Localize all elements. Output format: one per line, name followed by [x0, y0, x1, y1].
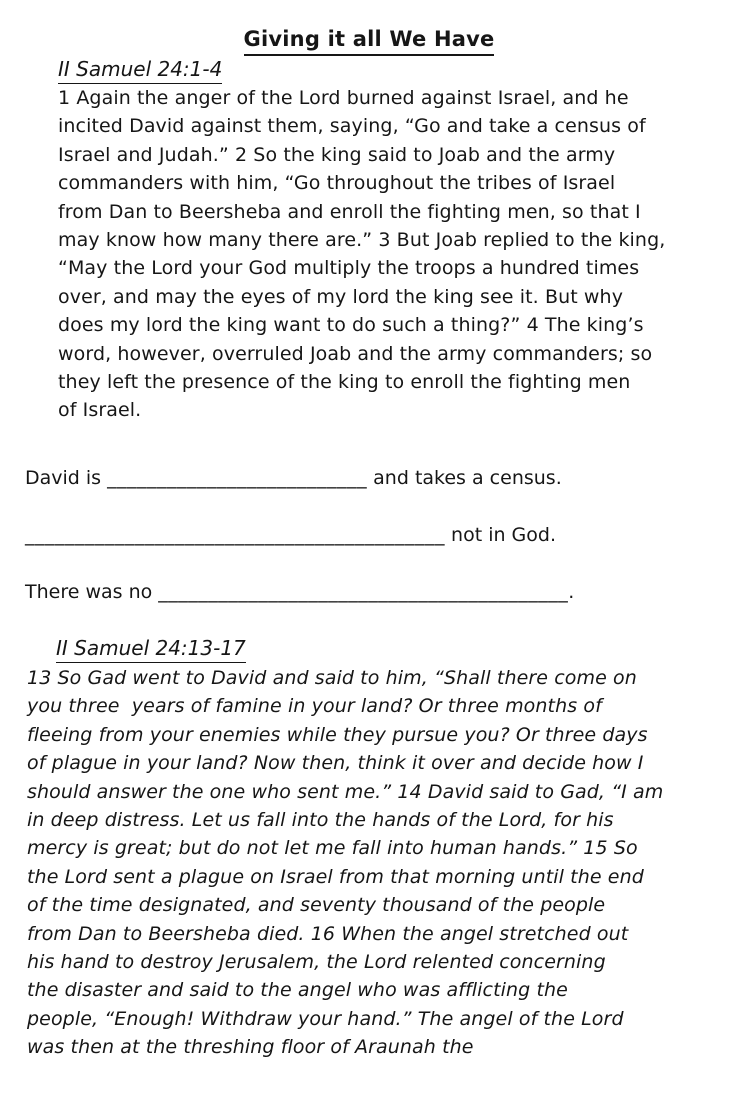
passage-text-1 — [58, 84, 713, 425]
passage-line: does my lord the king want to do such a thing?” 4 The king’s — [58, 314, 644, 337]
passage-line: you three years of famine in your land? Or three months of — [27, 695, 602, 718]
passage-heading-2 — [56, 635, 713, 663]
fill-in-line-2 — [25, 521, 713, 549]
passage-line: from Dan to Beersheba died. 16 When the angel stretched out — [27, 922, 629, 945]
passage-line: the Lord sent a plague on Israel from that morning until the end — [27, 865, 644, 888]
passage-line: in deep distress. Let us fall into the hands of the Lord, for his — [27, 808, 614, 831]
passage-line: his hand to destroy Jerusalem, the Lord relented concerning — [27, 950, 606, 973]
fill-in-line-1 — [25, 464, 713, 492]
passage-line: may know how many there are.” 3 But Joab replied to the king, — [58, 229, 666, 252]
page-title: Giving it all We Have — [244, 26, 495, 56]
fill-in-blank: __________________________ — [107, 466, 368, 489]
passage-line: mercy is great; but do not let me fall into human hands.” 15 So — [27, 837, 638, 860]
passage-heading-1 — [58, 56, 713, 84]
scripture-section-2 — [25, 635, 713, 1062]
fill-in-blank: _________________________________________ — [158, 580, 569, 603]
passage-line: fleeing from your enemies while they pursue you? Or three days — [27, 723, 648, 746]
passage-line: 1 Again the anger of the Lord burned against Israel, and he — [58, 87, 629, 109]
passage-line: they left the presence of the king to enroll the fighting men — [58, 371, 631, 394]
fill-in-suffix: not in God. — [445, 523, 557, 546]
passage-line: was then at the threshing floor of Araunah the — [27, 1036, 474, 1059]
passage-line: incited David against them, saying, “Go and take a census of — [58, 115, 646, 138]
passage-reference-2: II Samuel 24:13-17 — [56, 635, 246, 663]
fill-in-section — [25, 464, 713, 606]
passage-line: of Israel. — [58, 399, 142, 422]
passage-line: Israel and Judah.” 2 So the king said to Joab and the army — [58, 143, 616, 166]
passage-line: “May the Lord your God multiply the troops a hundred times — [58, 257, 640, 280]
passage-line: over, and may the eyes of my lord the king see it. But why — [58, 285, 624, 308]
fill-in-suffix: . — [568, 580, 575, 603]
title-row — [25, 26, 713, 54]
passage-line: from Dan to Beersheba and enroll the fighting men, so that I — [58, 200, 641, 223]
passage-line: the disaster and said to the angel who was afflicting the — [27, 979, 568, 1002]
passage-line: of the time designated, and seventy thousand of the people — [27, 894, 606, 917]
passage-line: commanders with him, “Go throughout the tribes of Israel — [58, 172, 616, 195]
fill-in-blank: __________________________________________ — [25, 523, 445, 546]
passage-line: word, however, overruled Joab and the army commanders; so — [58, 342, 653, 365]
fill-in-prefix: David is — [25, 466, 108, 489]
passage-reference-1: II Samuel 24:1-4 — [58, 56, 222, 84]
fill-in-prefix: There was no — [25, 580, 159, 603]
passage-text-2 — [27, 664, 713, 1062]
scripture-section-1 — [58, 56, 713, 425]
passage-line: should answer the one who sent me.” 14 David said to Gad, “I am — [27, 780, 664, 803]
passage-line: people, “Enough! Withdraw your hand.” The angel of the Lord — [27, 1007, 624, 1030]
fill-in-line-3 — [25, 578, 713, 606]
fill-in-suffix: and takes a census. — [367, 466, 562, 489]
passage-line: of plague in your land? Now then, think it over and decide how I — [27, 752, 644, 775]
passage-line: 13 So Gad went to David and said to him, “Shall there come on — [27, 666, 637, 689]
